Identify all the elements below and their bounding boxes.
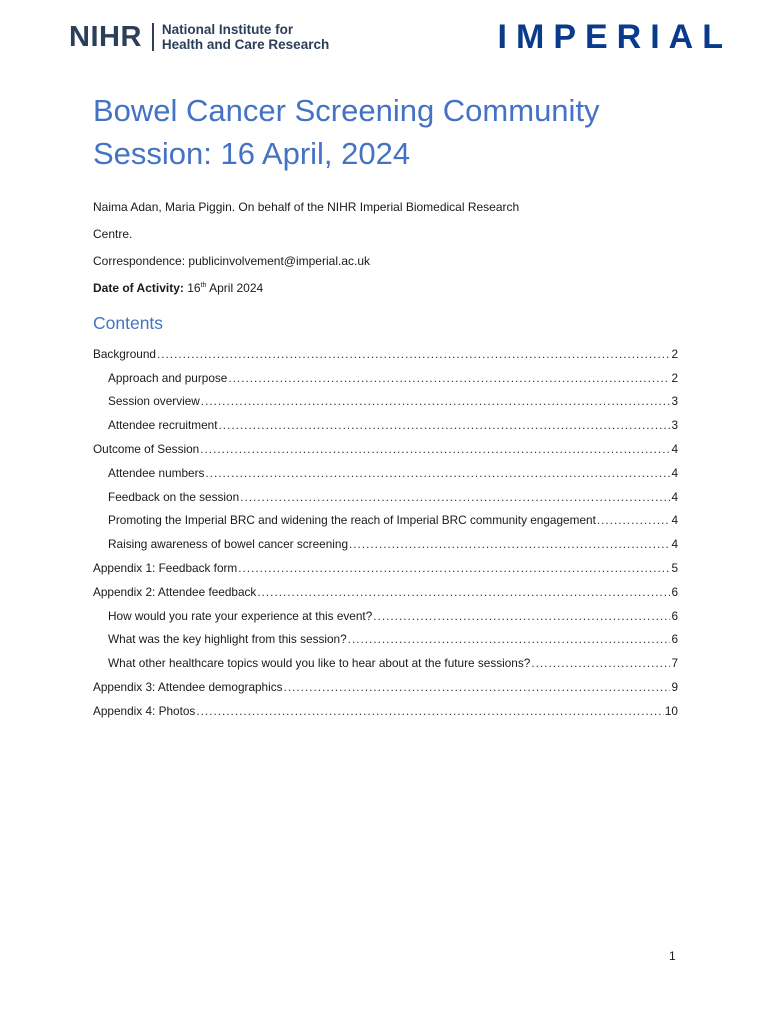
toc-label: Appendix 4: Photos — [93, 703, 196, 718]
toc-entry-background[interactable] — [93, 337, 678, 361]
toc-entry-raising-awareness[interactable] — [93, 527, 678, 551]
toc-page: 4 — [671, 465, 678, 480]
toc-entry-appendix-3[interactable] — [93, 670, 678, 694]
toc-page: 6 — [671, 608, 678, 623]
toc-leader — [348, 632, 671, 646]
page-header — [0, 0, 770, 70]
toc-page: 4 — [671, 537, 678, 552]
toc-label: Outcome of Session — [93, 441, 200, 456]
authors-line: Naima Adan, Maria Piggin. On behalf of the NIHR Imperial Biomedical Research — [93, 200, 520, 214]
nihr-wordmark: NIHR — [69, 21, 142, 53]
toc-page: 6 — [671, 584, 678, 599]
toc-page: 4 — [671, 513, 678, 528]
toc-label: Feedback on the session — [108, 489, 240, 504]
toc-page: 10 — [664, 703, 678, 718]
logo-divider — [152, 23, 154, 51]
toc-entry-outcome[interactable] — [93, 432, 678, 456]
authors-line-continued: Centre. — [93, 227, 133, 241]
toc-leader — [228, 371, 670, 385]
activity-day: 16 — [187, 281, 201, 295]
toc-leader — [219, 418, 671, 432]
toc-entry-feedback-session[interactable] — [93, 480, 678, 504]
correspondence-email[interactable]: publicinvolvement@imperial.ac.uk — [188, 254, 370, 268]
toc-label: Approach and purpose — [108, 370, 228, 385]
toc-label: What was the key highlight from this session? — [108, 632, 347, 647]
toc-label: What other healthcare topics would you like to hear about at the future sessions? — [108, 656, 531, 671]
title-line2: Session: 16 April, 2024 — [93, 136, 411, 171]
toc-entry-appendix-2[interactable] — [93, 575, 678, 599]
toc-page: 7 — [671, 656, 678, 671]
date-of-activity-label: Date of Activity: — [93, 281, 184, 295]
table-of-contents — [93, 337, 678, 718]
activity-ordinal: th — [200, 282, 207, 289]
toc-label: Attendee numbers — [108, 465, 205, 480]
toc-page: 9 — [671, 679, 678, 694]
toc-label: Attendee recruitment — [108, 418, 218, 433]
toc-entry-promoting-brc[interactable] — [93, 504, 678, 528]
toc-entry-attendee-recruitment[interactable] — [93, 408, 678, 432]
toc-entry-session-overview[interactable] — [93, 385, 678, 409]
toc-page: 4 — [671, 489, 678, 504]
toc-entry-approach[interactable] — [93, 361, 678, 385]
toc-page: 6 — [671, 632, 678, 647]
contents-heading: Contents — [93, 313, 164, 333]
toc-page: 5 — [671, 560, 678, 575]
correspondence — [93, 254, 370, 268]
toc-leader — [531, 656, 670, 670]
toc-label: Background — [93, 346, 156, 361]
imperial-logo: IMPERIAL — [497, 18, 732, 56]
title-line1: Bowel Cancer Screening Community — [93, 93, 600, 128]
toc-entry-rate-experience[interactable] — [93, 599, 678, 623]
toc-entry-key-highlight[interactable] — [93, 623, 678, 647]
toc-page: 3 — [671, 418, 678, 433]
toc-leader — [257, 585, 670, 599]
toc-label: Raising awareness of bowel cancer screening — [108, 537, 348, 552]
date-of-activity — [93, 281, 263, 295]
toc-label: Session overview — [108, 394, 200, 409]
toc-leader — [284, 680, 671, 694]
nihr-logo — [69, 22, 329, 52]
toc-label: How would you rate your experience at this event? — [108, 608, 373, 623]
toc-leader — [597, 513, 671, 527]
toc-leader — [200, 442, 670, 456]
toc-leader — [205, 466, 670, 480]
page-number: 1 — [669, 949, 676, 963]
toc-page: 4 — [671, 441, 678, 456]
toc-page: 2 — [671, 346, 678, 361]
document-title — [93, 89, 693, 175]
toc-label: Appendix 2: Attendee feedback — [93, 584, 257, 599]
toc-leader — [238, 561, 670, 575]
toc-label: Appendix 1: Feedback form — [93, 560, 238, 575]
toc-label: Appendix 3: Attendee demographics — [93, 679, 283, 694]
nihr-name-line1: National Institute for — [161, 22, 294, 37]
correspondence-label: Correspondence: — [93, 254, 186, 268]
toc-page: 2 — [671, 370, 678, 385]
toc-leader — [157, 347, 670, 361]
toc-leader — [349, 537, 670, 551]
toc-entry-attendee-numbers[interactable] — [93, 456, 678, 480]
toc-entry-appendix-4[interactable] — [93, 694, 678, 718]
toc-leader — [196, 704, 664, 718]
toc-leader — [240, 490, 670, 504]
toc-leader — [201, 394, 671, 408]
activity-month-year: April 2024 — [209, 281, 264, 295]
nihr-name-line2: Health and Care Research — [161, 37, 330, 52]
toc-label: Promoting the Imperial BRC and widening the reach of Imperial BRC community engagement — [108, 513, 596, 528]
toc-page: 3 — [671, 394, 678, 409]
toc-entry-other-topics[interactable] — [93, 646, 678, 670]
nihr-full-name — [162, 22, 329, 52]
toc-leader — [373, 609, 670, 623]
toc-entry-appendix-1[interactable] — [93, 551, 678, 575]
